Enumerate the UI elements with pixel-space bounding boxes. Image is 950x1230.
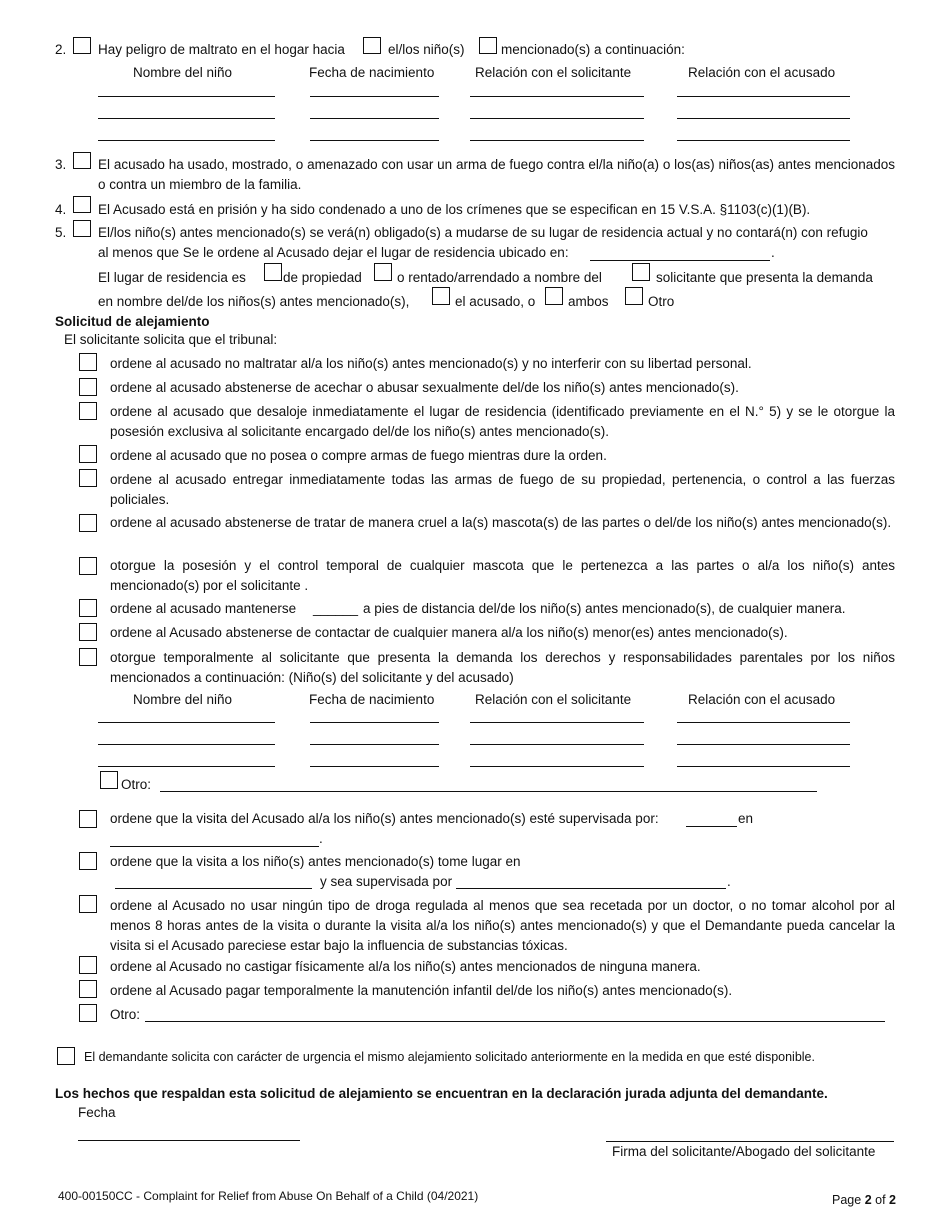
- residence-text-d: solicitante que presenta la demanda: [656, 270, 873, 285]
- child-rel-defendant-field[interactable]: [677, 140, 850, 141]
- child-dob-field[interactable]: [310, 96, 439, 97]
- item-number-3: 3.: [55, 157, 67, 172]
- other-parental-field[interactable]: [160, 791, 817, 792]
- item-number-5: 5.: [55, 225, 67, 240]
- checkbox-defendant[interactable]: [432, 287, 450, 305]
- relief-heading: Solicitud de alejamiento: [55, 314, 210, 329]
- relief-pets-cruelty: ordene al acusado abstenerse de tratar de manera cruel a la(s) mascota(s) de las partes o del/de los niño(s) antes mencionado(s).: [110, 515, 892, 530]
- checkbox-vacate[interactable]: [79, 402, 97, 420]
- signature-label: Firma del solicitante/Abogado del solicitante: [612, 1144, 876, 1159]
- other-parental-label: Otro:: [121, 777, 152, 792]
- page-indicator: [832, 1193, 896, 1207]
- child-dob-field[interactable]: [310, 766, 439, 767]
- checkbox-pets-possession[interactable]: [79, 557, 97, 575]
- visit1-text-a: ordene que la visita del Acusado al/a los niño(s) antes mencionado(s) esté supervisada por:: [110, 811, 659, 826]
- date-label: Fecha: [78, 1105, 116, 1120]
- checkbox-emergency[interactable]: [57, 1047, 75, 1065]
- relief-intro: El solicitante solicita que el tribunal:: [64, 332, 278, 347]
- other-relief-field[interactable]: [145, 1021, 885, 1022]
- residence-text-e: en nombre del/de los niños(s) antes mencionado(s),: [98, 294, 410, 309]
- residence-text-g: ambos: [568, 294, 609, 309]
- relocation-line-2: al menos que Se le ordene al Acusado dejar el lugar de residencia ubicado en:: [98, 245, 569, 260]
- col-header-rel-defendant: Relación con el acusado: [688, 65, 836, 80]
- distance-feet-field[interactable]: ______: [313, 601, 359, 616]
- relief-child-support: ordene al Acusado pagar temporalmente la manutención infantil del/de los niño(s) antes mencionado(s).: [110, 983, 733, 998]
- checkbox-no-contact[interactable]: [79, 623, 97, 641]
- relocation-period: .: [771, 245, 775, 260]
- page-word: Page: [832, 1193, 862, 1207]
- facts-statement: Los hechos que respaldan esta solicitud de alejamiento se encuentran en la declaración jurada adjunta del demandante.: [55, 1086, 828, 1101]
- checkbox-prison[interactable]: [73, 196, 91, 213]
- checkbox-no-abuse[interactable]: [79, 353, 97, 371]
- col-header-dob: Fecha de nacimiento: [309, 692, 435, 707]
- checkbox-other-relief[interactable]: [79, 1004, 97, 1022]
- visit2-supervisor-field[interactable]: [456, 888, 726, 889]
- page-of: of: [875, 1193, 886, 1207]
- checkbox-pets-cruelty[interactable]: [79, 514, 97, 532]
- supervisor-field[interactable]: [686, 826, 737, 827]
- child-rel-petitioner-field[interactable]: [470, 96, 644, 97]
- danger-text-a: Hay peligro de maltrato en el hogar hacia: [98, 42, 345, 57]
- item-number-2: 2.: [55, 42, 67, 57]
- checkbox-no-drugs[interactable]: [79, 895, 97, 913]
- form-number: 400-00150CC - Complaint for Relief from Abuse On Behalf of a Child (04/2021): [58, 1189, 479, 1203]
- child-dob-field[interactable]: [310, 140, 439, 141]
- checkbox-no-punish[interactable]: [79, 956, 97, 974]
- checkbox-petitioner[interactable]: [632, 263, 650, 281]
- distance-text-a: ordene al acusado mantenerse: [110, 601, 297, 616]
- visit1-period: .: [319, 831, 323, 846]
- relief-no-abuse: ordene al acusado no maltratar al/a los niño(s) antes mencionado(s) y no interferir con su libertad personal.: [110, 356, 752, 371]
- emergency-text: El demandante solicita con carácter de urgencia el mismo alejamiento solicitado anteriormente en la medida en que esté disponible.: [84, 1050, 815, 1064]
- relief-no-contact: ordene al Acusado abstenerse de contactar de cualquier manera al/a los niño(s) menor(es) antes mencionado(s).: [110, 625, 788, 640]
- page-total: 2: [889, 1193, 896, 1207]
- child-rel-petitioner-field[interactable]: [470, 744, 644, 745]
- col-header-rel-petitioner: Relación con el solicitante: [475, 65, 632, 80]
- child-dob-field[interactable]: [310, 722, 439, 723]
- child-rel-defendant-field[interactable]: [677, 722, 850, 723]
- checkbox-children[interactable]: [363, 37, 381, 54]
- relief-pets-possession: otorgue la posesión y el control temporal de cualquier mascota que le pertenezca a las partes o al/a los niño(s) antes mencionado(s) por el solicitante .: [110, 558, 895, 593]
- child-rel-petitioner-field[interactable]: [470, 722, 644, 723]
- child-rel-defendant-field[interactable]: [677, 766, 850, 767]
- child-dob-field[interactable]: [310, 744, 439, 745]
- checkbox-other-residence[interactable]: [625, 287, 643, 305]
- residence-address-field[interactable]: [590, 260, 770, 261]
- relief-no-firearms: ordene al acusado que no posea o compre armas de fuego mientras dure la orden.: [110, 448, 607, 463]
- child-rel-petitioner-field[interactable]: [470, 140, 644, 141]
- child-rel-petitioner-field[interactable]: [470, 766, 644, 767]
- page-number: 2: [864, 1193, 872, 1207]
- checkbox-relocation[interactable]: [73, 220, 91, 237]
- prison-text: El Acusado está en prisión y ha sido condenado a uno de los crímenes que se especifican en 15 V.S.A. §1103(c)(1)(B).: [98, 202, 811, 217]
- checkbox-parental-rights[interactable]: [79, 648, 97, 666]
- item-number-4: 4.: [55, 202, 67, 217]
- checkbox-child-support[interactable]: [79, 980, 97, 998]
- checkbox-surrender-firearms[interactable]: [79, 469, 97, 487]
- col-header-name: Nombre del niño: [133, 692, 233, 707]
- checkbox-distance[interactable]: [79, 599, 97, 617]
- checkbox-supervised-visit[interactable]: [79, 810, 97, 828]
- checkbox-rented[interactable]: [374, 263, 392, 281]
- relief-no-drugs: ordene al Acusado no usar ningún tipo de droga regulada al menos que sea recetada por un doctor, o no tomar alcohol por al menos 8 horas antes de la visita o durante la visita al/a los niño(s) antes mencionado(s) y que el Demandante pueda cancelar la visita si el Acusado pareciese estar bajo la influencia de substancias tóxicas.: [110, 898, 895, 953]
- distance-text-b: a pies de distancia del/de los niño(s) antes mencionado(s), de cualquier manera.: [363, 601, 846, 616]
- child-name-field[interactable]: [98, 744, 275, 745]
- date-field[interactable]: [78, 1140, 300, 1141]
- checkbox-no-firearms[interactable]: [79, 445, 97, 463]
- residence-text-a: El lugar de residencia es: [98, 270, 246, 285]
- relief-vacate: ordene al acusado que desaloje inmediatamente el lugar de residencia (identificado previamente en el N.° 5) y se le otorgue la posesión exclusiva al solicitante encargado del/de los niño(s) antes mencionado(s).: [110, 404, 895, 439]
- danger-text-b: el/los niño(s): [388, 42, 465, 57]
- residence-text-f: el acusado, o: [455, 294, 536, 309]
- child-name-field[interactable]: [98, 140, 275, 141]
- checkbox-other-parental[interactable]: [100, 771, 118, 789]
- visit1-text-b: en: [738, 811, 754, 826]
- firearm-used-text: El acusado ha usado, mostrado, o amenazado con usar un arma de fuego contra el/la niño(a) o los(as) niños(as) antes mencionados o contra un miembro de la familia.: [98, 157, 895, 192]
- relief-no-stalking: ordene al acusado abstenerse de acechar o abusar sexualmente del/de los niño(s) antes mencionado(s).: [110, 380, 739, 395]
- checkbox-danger[interactable]: [73, 37, 91, 54]
- child-rel-defendant-field[interactable]: [677, 744, 850, 745]
- col-header-rel-defendant: Relación con el acusado: [688, 692, 836, 707]
- checkbox-firearm-used[interactable]: [73, 152, 91, 169]
- visit2-location-field[interactable]: [115, 888, 312, 889]
- other-relief-label: Otro:: [110, 1007, 141, 1022]
- checkbox-both[interactable]: [545, 287, 563, 305]
- visit-location-field[interactable]: [110, 846, 319, 847]
- checkbox-no-stalking[interactable]: [79, 378, 97, 396]
- visit2-text-a: ordene que la visita a los niño(s) antes mencionado(s) tome lugar en: [110, 854, 521, 869]
- child-name-field[interactable]: [98, 722, 275, 723]
- residence-text-c: o rentado/arrendado a nombre del: [397, 270, 602, 285]
- danger-text-c: mencionado(s) a continuación:: [501, 42, 685, 57]
- relocation-line-1: El/los niño(s) antes mencionado(s) se verá(n) obligado(s) a mudarse de su lugar de residencia actual y no contará(n) con refugio: [98, 225, 868, 240]
- residence-text-h: Otro: [648, 294, 675, 309]
- relief-no-punish: ordene al Acusado no castigar físicamente al/a los niño(s) antes mencionados de ninguna manera.: [110, 959, 701, 974]
- col-header-dob: Fecha de nacimiento: [309, 65, 435, 80]
- child-dob-field[interactable]: [310, 118, 439, 119]
- col-header-name: Nombre del niño: [133, 65, 233, 80]
- child-rel-petitioner-field[interactable]: [470, 118, 644, 119]
- child-name-field[interactable]: [98, 96, 275, 97]
- signature-field[interactable]: [606, 1141, 894, 1142]
- child-name-field[interactable]: [98, 766, 275, 767]
- child-rel-defendant-field[interactable]: [677, 118, 850, 119]
- child-rel-defendant-field[interactable]: [677, 96, 850, 97]
- residence-text-b: de propiedad: [283, 270, 362, 285]
- child-name-field[interactable]: [98, 118, 275, 119]
- relief-surrender-firearms: ordene al acusado entregar inmediatamente todas las armas de fuego de su propiedad, pertenencia, o control a las fuerzas policiales.: [110, 472, 895, 507]
- checkbox-mentioned[interactable]: [479, 37, 497, 54]
- relief-parental-rights: otorgue temporalmente al solicitante que presenta la demanda los derechos y responsabilidades parentales por los niños mencionados a continuación: (Niño(s) del solicitante y del acusado): [110, 650, 895, 685]
- visit2-text-b: y sea supervisada por: [320, 874, 453, 889]
- checkbox-visit-location[interactable]: [79, 852, 97, 870]
- visit2-period: .: [727, 874, 731, 889]
- checkbox-owned[interactable]: [264, 263, 282, 281]
- col-header-rel-petitioner: Relación con el solicitante: [475, 692, 632, 707]
